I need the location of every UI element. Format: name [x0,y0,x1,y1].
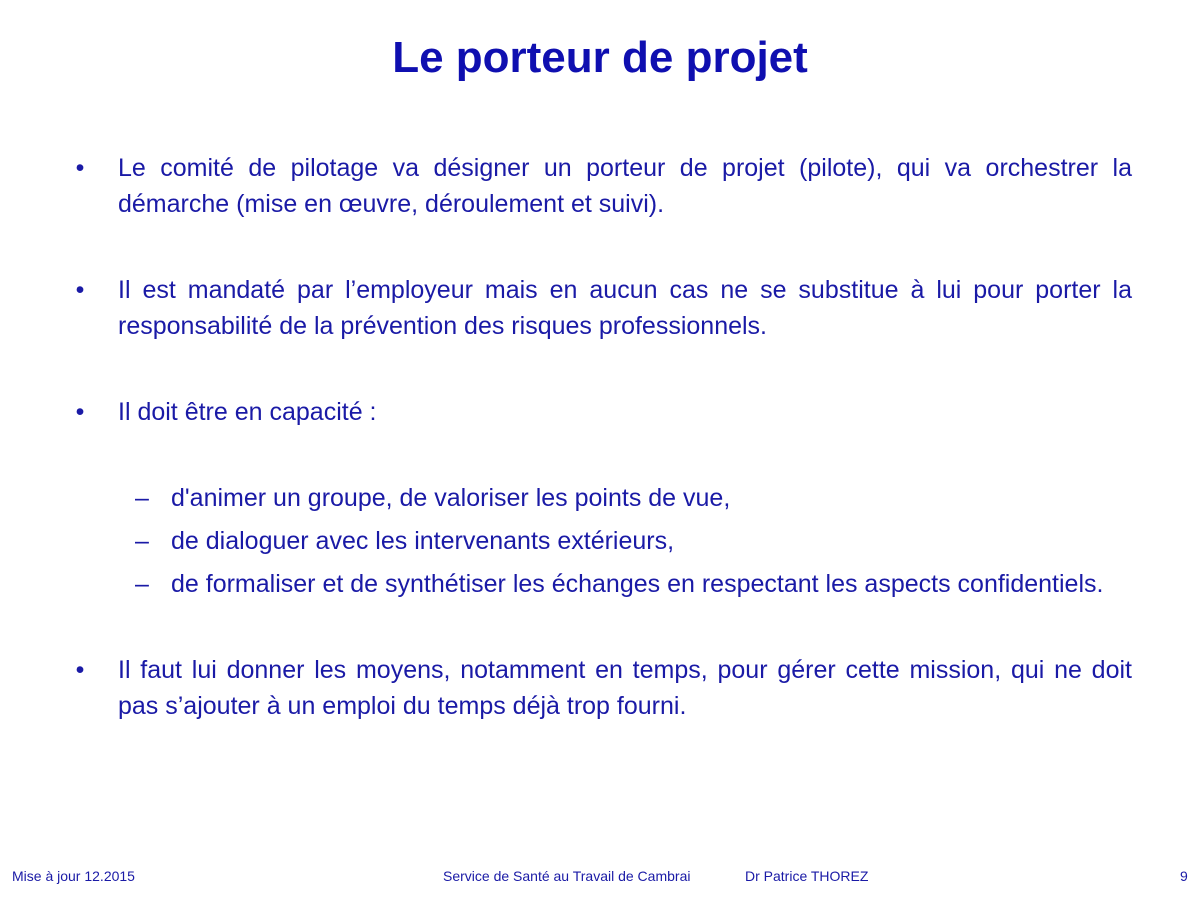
bullet-text: Le comité de pilotage va désigner un porteur de projet (pilote), qui va orchestrer la démarche (mise en œuvre, déroulement et suivi). [118,154,1132,218]
sub-item-text: de dialoguer avec les intervenants extérieurs, [171,527,675,555]
bullet-item [70,394,1132,430]
bullet-icon: • [75,154,85,182]
dash-icon: – [135,527,149,555]
slide-title: Le porteur de projet [392,33,808,82]
bullet-text: Il faut lui donner les moyens, notamment en temps, pour gérer cette mission, qui ne doit pas s’ajouter à un emploi du temps déjà trop fourni. [118,656,1132,720]
slide-body [70,150,1132,724]
bullet-text: Il est mandaté par l’employeur mais en aucun cas ne se substitue à lui pour porter la responsabilité de la prévention des risques professionnels. [118,276,1132,340]
dash-icon: – [135,570,149,598]
footer-update: Mise à jour 12.2015 [12,868,135,884]
bullet-icon: • [75,656,85,684]
page-number: 9 [1180,868,1188,884]
bullet-icon: • [75,276,85,304]
bullet-text: Il doit être en capacité : [118,398,377,426]
bullet-icon: • [75,398,85,426]
bullet-item [70,272,1132,344]
bullet-item [70,150,1132,222]
sub-list [70,480,1132,602]
sub-item-text: de formaliser et de synthétiser les échanges en respectant les aspects confidentiels. [171,570,1104,598]
sub-item [70,566,1132,602]
footer-service: Service de Santé au Travail de Cambrai [443,868,691,884]
dash-icon: – [135,484,149,512]
sub-item [70,523,1132,559]
sub-item [70,480,1132,516]
bullet-item [70,652,1132,724]
sub-item-text: d'animer un groupe, de valoriser les points de vue, [171,484,731,512]
footer-author: Dr Patrice THOREZ [745,868,869,884]
